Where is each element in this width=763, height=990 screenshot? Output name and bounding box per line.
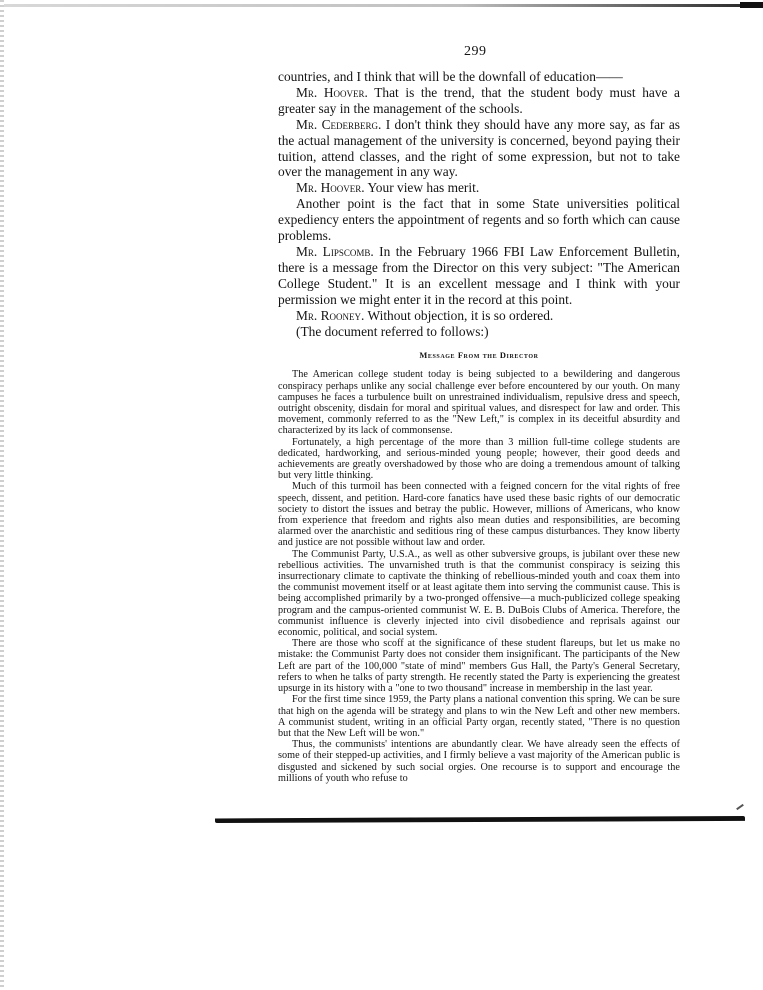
testimony-text: That is the trend, that the student body must have a greater say in the management of the schools. xyxy=(278,84,681,116)
speaker-name: Mr. Rooney. xyxy=(296,307,365,323)
top-border-rule xyxy=(0,4,763,7)
message-paragraph: Thus, the communists' intentions are abundantly clear. We have already seen the effects of some of their stepped-up activities, and I firmly believe a vast majority of the American public is disgusted and sickened by such social orgies. One recourse is to support and encourage the millions of youth who refuse to xyxy=(278,739,680,784)
testimony-text: countries, and I think that will be the downfall of education—— xyxy=(278,69,623,84)
testimony-paragraph xyxy=(278,324,680,340)
testimony-text: In the February 1966 FBI Law Enforcement Bulletin, there is a message from the Director on this very subject: "The American College Student." It is an excellent message and I think with your permission we might enter it in the record at this point. xyxy=(278,243,680,307)
scan-mark xyxy=(736,804,744,810)
testimony-paragraph xyxy=(278,117,680,181)
message-paragraph: Fortunately, a high percentage of the more than 3 million full-time college students are dedicated, hardworking, and serious-minded young people; however, their good deeds and achievements are greatly overshadowed by those who are doing a tremendous amount of talking but very little thinking. xyxy=(278,436,680,482)
message-paragraph: There are those who scoff at the significance of these student flareups, but let us make no mistake: the Communist Party does not consider them insignificant. The participants of the New Left are part of the 100,000 "state of mind" members Gus Hall, the Party's General Secretary, refers to when he talks of party strength. He recently stated the Party is experiencing the greatest upsurge in its history with a "one to two thousand" increase in membership in the last year. xyxy=(278,638,680,695)
message-paragraph: The American college student today is being subjected to a bewildering and dangerous conspiracy perhaps unlike any social challenge ever before encountered by our youth. On many campuses he faces a turbulence built on unrestrained individualism, repulsive dress and speech, outright obscenity, disdain for moral and spiritual values, and disrespect for law and order. This movement, commonly referred to as the "New Left," is complex in its deceitful absurdity and characterized by its lack of commonsense. xyxy=(278,369,680,437)
page-number: 299 xyxy=(464,44,487,59)
testimony-paragraph xyxy=(278,308,680,324)
testimony-paragraph xyxy=(278,69,680,85)
bottom-border-rule xyxy=(215,816,745,823)
message-paragraph: Much of this turmoil has been connected with a feigned concern for the vital rights of free speech, dissent, and petition. Hard-core fanatics have used these basic rights of our democratic society to distort the issues and betray the public. However, millions of Americans, who know from experience that freedom and rights also mean duties and responsibilities, are becoming alarmed over the anarchistic and seditious ring of these campus disturbances. They know liberty and justice are not possible without law and order. xyxy=(278,481,680,549)
page-body xyxy=(278,69,680,784)
speaker-name: Mr. Cederberg. xyxy=(296,116,382,132)
message-heading: Message From the Director xyxy=(419,351,539,361)
testimony-text: Without objection, it is so ordered. xyxy=(364,307,554,323)
left-scan-edge xyxy=(0,0,4,990)
testimony-paragraph xyxy=(278,85,680,117)
testimony-text: Another point is the fact that in some State universities political expediency enters the appointment of regents and so forth which can cause problems. xyxy=(278,196,680,244)
top-border-mark xyxy=(740,2,763,8)
speaker-name: Mr. Hoover. xyxy=(296,84,368,100)
message-paragraph: For the first time since 1959, the Party plans a national convention this spring. We can be sure that high on the agenda will be strategy and plans to win the New Left and other new members. A communist student, writing in an official Party organ, recently stated, "There is no question but that the New Left will be won." xyxy=(278,694,680,739)
testimony-section xyxy=(278,69,680,339)
speaker-name: Mr. Lipscomb. xyxy=(296,243,374,259)
message-paragraph: The Communist Party, U.S.A., as well as other subversive groups, is jubilant over these new rebellious activities. The unvarnished truth is that the communist conspiracy is seizing this insurrectionary climate to captivate the thinking of rebellious-minded youth and coax them into the communist movement itself or at least agitate them into serving the communist cause. This is being accomplished primarily by a two-pronged offensive—a much-publicized college speaking program and the campus-oriented communist W. E. B. DuBois Clubs of America. Therefore, the communist influence is cleverly injected into civil disobedience and reprisals against our economic, political, and social system. xyxy=(278,548,680,639)
testimony-text: (The document referred to follows:) xyxy=(296,323,489,339)
testimony-text: I don't think they should have any more say, as far as the actual management of the university is concerned, beyond paying their tuition, attend classes, and the right of some expression, but not to take over the management in any way. xyxy=(278,116,680,180)
message-section xyxy=(278,369,680,784)
testimony-paragraph xyxy=(278,196,680,244)
testimony-text: Your view has merit. xyxy=(364,180,480,196)
speaker-name: Mr. Hoover. xyxy=(296,180,365,196)
testimony-paragraph xyxy=(278,180,680,196)
testimony-paragraph xyxy=(278,244,680,308)
